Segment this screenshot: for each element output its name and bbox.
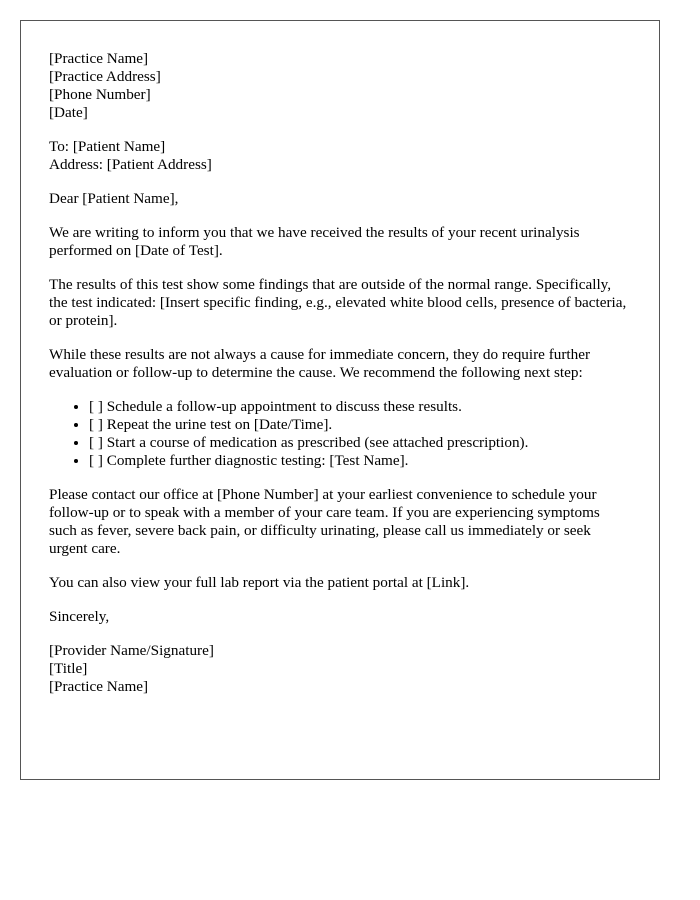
provider-title: [Title]	[49, 660, 88, 677]
letter-date: [Date]	[49, 104, 88, 121]
followup-paragraph: While these results are not always a cause for immediate concern, they do require further evaluation or follow-up to determine the cause. We recommend the following next step:	[49, 346, 591, 381]
contact-paragraph: Please contact our office at [Phone Number] at your earliest convenience to schedule your follow-up or to speak with a member of your care team. If you are experiencing symptoms such as fever, severe back pain, or difficulty urinating, please call us immediately or seek urgent care.	[49, 486, 600, 557]
practice-phone: [Phone Number]	[49, 86, 151, 103]
intro-paragraph: We are writing to inform you that we have received the results of your recent urinalysis performed on [Date of Test].	[49, 224, 580, 259]
next-step-item: • [ ] Complete further diagnostic testing: [Test Name].	[89, 452, 631, 470]
practice-name: [Practice Name]	[49, 50, 149, 67]
next-step-item: • [ ] Repeat the urine test on [Date/Time].	[89, 416, 631, 434]
findings-paragraph: The results of this test show some findings that are outside of the normal range. Specifically, the test indicated: [Insert specific finding, e.g., elevated white blood cells, presence of bacteria, or protein].	[49, 276, 627, 329]
closing: Sincerely,	[49, 608, 110, 625]
practice-header	[49, 50, 631, 122]
signature-practice-name: [Practice Name]	[49, 678, 149, 695]
portal-paragraph: You can also view your full lab report via the patient portal at [Link].	[49, 574, 470, 591]
salutation: Dear [Patient Name],	[49, 190, 179, 207]
next-steps-list	[49, 398, 631, 470]
recipient-address: Address: [Patient Address]	[49, 156, 212, 173]
letter-document	[20, 20, 660, 780]
practice-address: [Practice Address]	[49, 68, 161, 85]
next-step-item: • [ ] Start a course of medication as prescribed (see attached prescription).	[89, 434, 631, 452]
signature-block	[49, 642, 631, 696]
next-step-item: • [ ] Schedule a follow-up appointment to discuss these results.	[89, 398, 631, 416]
recipient-to: To: [Patient Name]	[49, 138, 166, 155]
recipient-block	[49, 138, 631, 174]
provider-signature: [Provider Name/Signature]	[49, 642, 214, 659]
